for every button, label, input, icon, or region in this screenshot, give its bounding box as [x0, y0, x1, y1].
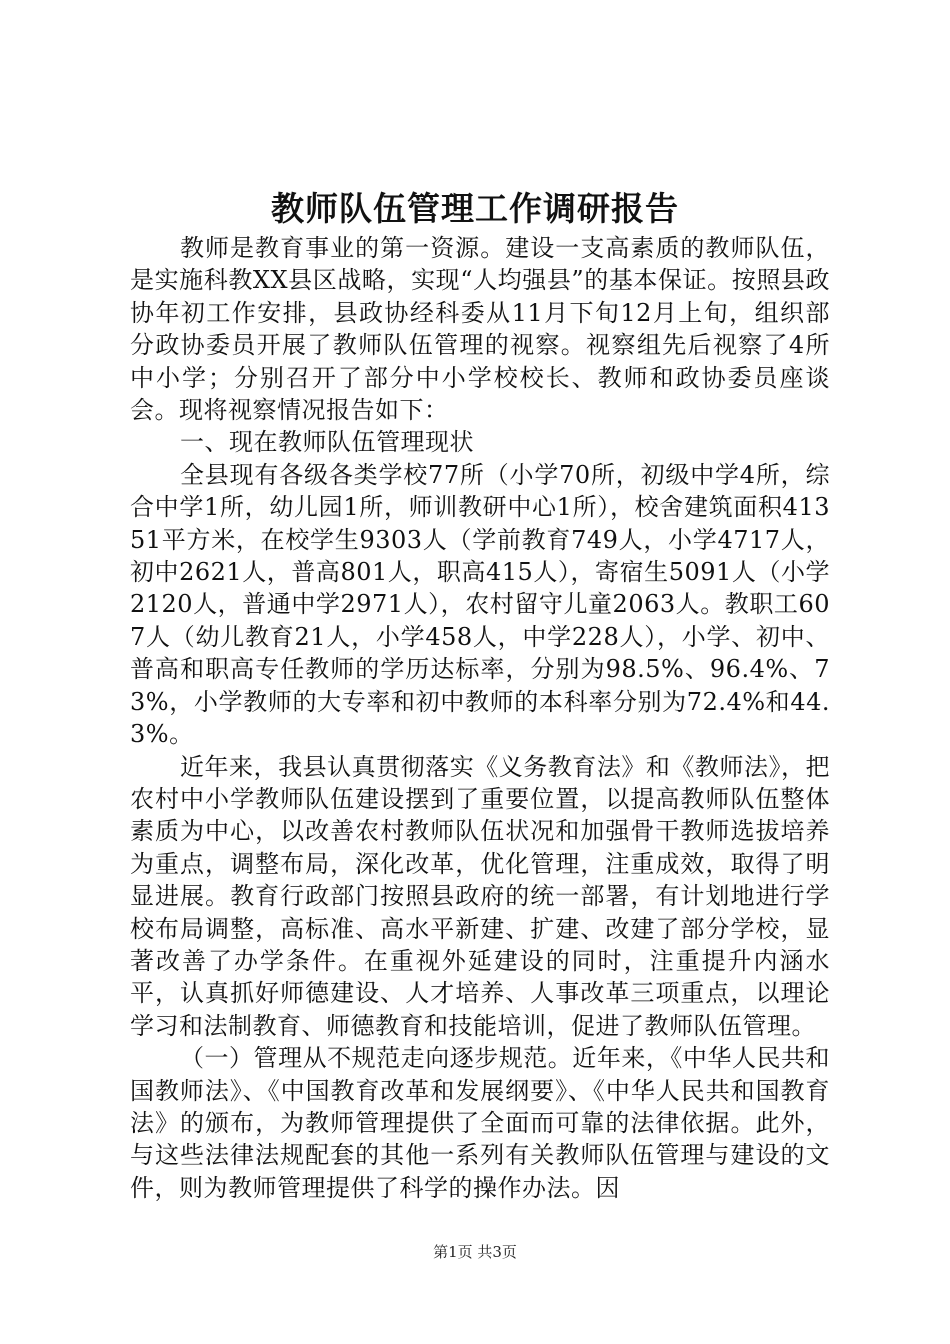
paragraph-intro: 教师是教育事业的第一资源。建设一支高素质的教师队伍，是实施科教XX县区战略，实现“人均强县”的基本保证。按照县政协年初工作安排，县政协经科委从11月下旬12月上旬，组织部分政协委员开展了教师队伍管理的视察。视察组先后视察了4所中小学；分别召开了部分中小学校校长、教师和政协委员座谈会。现将视察情况报告如下：: [130, 234, 830, 425]
paragraph-subsection-1: （一）管理从不规范走向逐步规范。近年来，《中华人民共和国教师法》、《中国教育改革和发展纲要》、《中华人民共和国教育法》的颁布，为教师管理提供了全面而可靠的法律依据。此外，与这些法律法规配套的其他一系列有关教师队伍管理与建设的文件，则为教师管理提供了科学的操作办法。因: [130, 1044, 830, 1202]
document-title: 教师队伍管理工作调研报告: [271, 189, 679, 228]
paragraph-statistics: 全县现有各级各类学校77所（小学70所，初级中学4所，综合中学1所，幼儿园1所，师训教研中心1所），校舍建筑面积41351平方米，在校学生9303人（学前教育749人，小学4717人，初中2621人，普高801人，职高415人），寄宿生5091人（小学2120人，普通中学2971人），农村留守儿童2063人。教职工607人（幼儿教育21人，小学458人，中学228人），小学、初中、普高和职高专任教师的学历达标率，分别为98.5%、96.4%、73%，小学教师的大专率和初中教师的本科率分别为72.4%和44.3%。: [130, 460, 830, 749]
section-heading-1: 一、现在教师队伍管理现状: [180, 428, 474, 457]
document-body: [130, 232, 830, 1204]
page-footer: 第1页 共3页: [433, 1243, 517, 1261]
paragraph-progress: 近年来，我县认真贯彻落实《义务教育法》和《教师法》，把农村中小学教师队伍建设摆到了重要位置，以提高教师队伍整体素质为中心，以改善农村教师队伍状况和加强骨干教师选拔培养为重点，调整布局，深化改革，优化管理，注重成效，取得了明显进展。教育行政部门按照县政府的统一部署，有计划地进行学校布局调整，高标准、高水平新建、扩建、改建了部分学校，显著改善了办学条件。在重视外延建设的同时，注重提升内涵水平，认真抓好师德建设、人才培养、人事改革三项重点，以理论学习和法制教育、师德教育和技能培训，促进了教师队伍管理。: [130, 752, 830, 1040]
